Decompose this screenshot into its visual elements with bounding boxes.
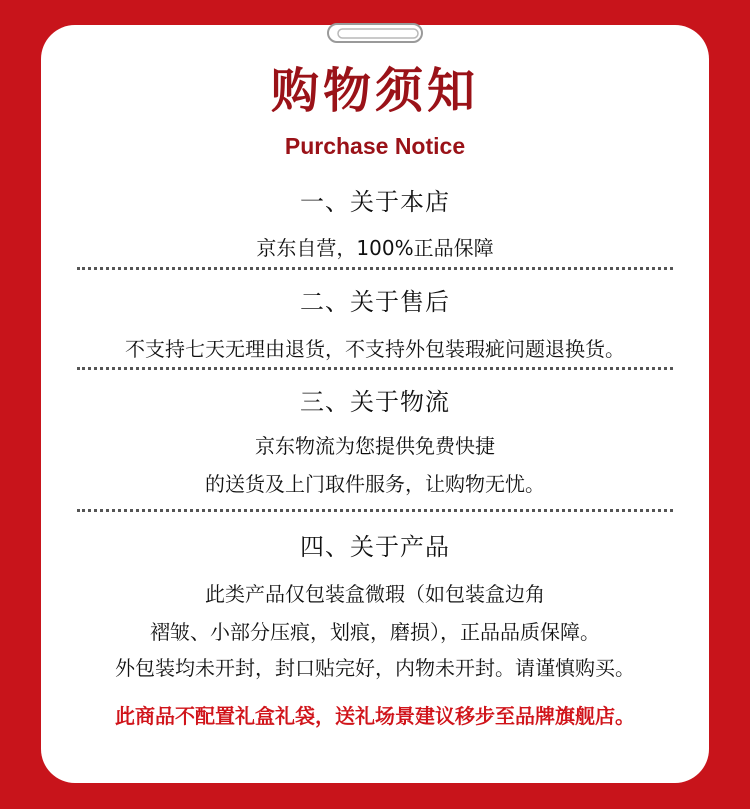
section-text-logistics-2: 的送货及上门取件服务，让购物无忧。 <box>205 472 545 496</box>
paper-clip-icon <box>326 22 424 46</box>
section-text-aftersale: 不支持七天无理由退货，不支持外包装瑕疵问题退换货。 <box>125 337 625 361</box>
section-divider <box>77 509 673 512</box>
section-divider <box>77 367 673 370</box>
section-text-product-2: 褶皱、小部分压痕，划痕，磨损），正品品质保障。 <box>150 620 600 644</box>
section-divider <box>77 267 673 270</box>
section-text-product-1: 此类产品仅包装盒微瑕（如包装盒边角 <box>205 582 545 606</box>
page-subtitle: Purchase Notice <box>284 133 466 159</box>
section-text-product-3: 外包装均未开封，封口贴完好，内物未开封。请谨慎购买。 <box>115 656 635 680</box>
section-heading-product: 四、关于产品 <box>300 533 450 561</box>
section-text-logistics-1: 京东物流为您提供免费快捷 <box>255 434 495 458</box>
page-title: 购物须知 <box>270 63 479 119</box>
gift-packaging-warning: 此商品不配置礼盒礼袋，送礼场景建议移步至品牌旗舰店。 <box>115 704 635 728</box>
section-heading-logistics: 三、关于物流 <box>300 388 450 416</box>
section-heading-aftersale: 二、关于售后 <box>300 288 450 316</box>
section-heading-store: 一、关于本店 <box>300 188 450 216</box>
section-text-store: 京东自营，100%正品保障 <box>256 236 494 260</box>
